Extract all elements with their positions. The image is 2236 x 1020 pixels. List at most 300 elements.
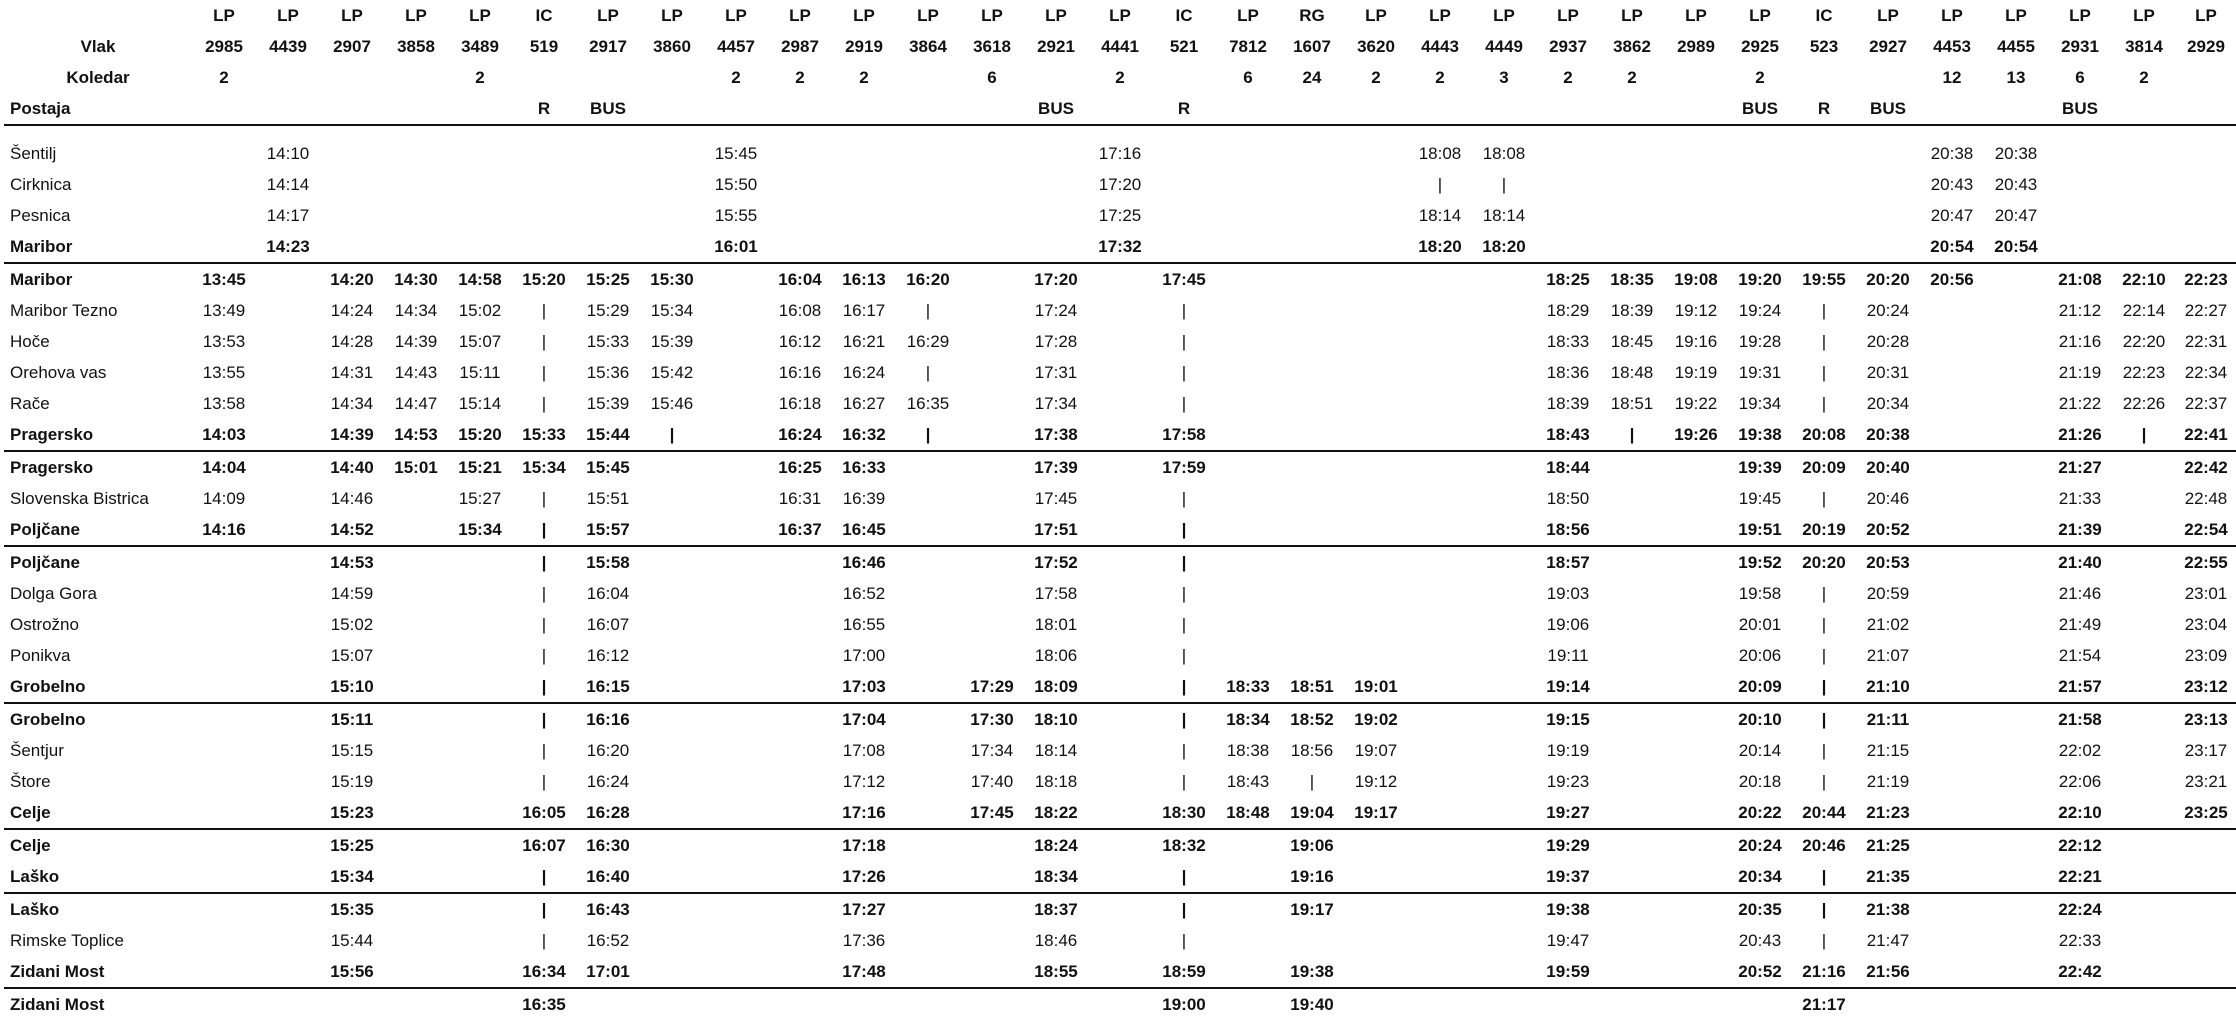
time-cell: | (541, 489, 547, 508)
time-cell: | (2141, 425, 2147, 444)
time-cell (704, 797, 768, 829)
time-cell: 18:01 (1034, 615, 1078, 634)
time-cell (1920, 925, 1984, 956)
time-cell (896, 797, 960, 829)
time-cell (384, 671, 448, 703)
time-cell (1408, 451, 1472, 483)
time-cell (512, 138, 576, 169)
time-cell: 21:40 (2048, 546, 2112, 578)
time-cell (1088, 419, 1152, 451)
time-cell (1600, 671, 1664, 703)
time-cell: | (1181, 584, 1187, 603)
time-cell (448, 925, 512, 956)
time-cell: 14:03 (202, 425, 246, 444)
time-cell (960, 861, 1024, 893)
time-cell: 16:04 (768, 263, 832, 295)
time-cell: 22:42 (2176, 451, 2236, 483)
time-cell: 23:17 (2184, 741, 2228, 760)
time-cell: 21:17 (1792, 988, 1856, 1020)
time-cell (576, 169, 640, 200)
time-cell (1088, 263, 1152, 295)
time-cell (1216, 514, 1280, 546)
time-cell: 21:46 (2058, 584, 2102, 603)
time-cell (1792, 200, 1856, 231)
time-cell: | (1181, 677, 1187, 696)
time-cell: | (1181, 394, 1187, 413)
time-cell: 16:32 (842, 425, 886, 444)
calendar-row-label: Koledar (66, 68, 130, 87)
station-row (4, 735, 2236, 766)
time-cell: 15:56 (330, 962, 374, 981)
time-cell (1664, 893, 1728, 925)
time-cell: 16:18 (778, 394, 822, 413)
time-cell: 22:26 (2122, 394, 2166, 413)
station-name: Celje (10, 803, 51, 822)
time-cell (192, 546, 256, 578)
time-cell: 19:02 (1344, 703, 1408, 735)
time-cell: | (541, 867, 547, 886)
time-cell: 19:23 (1546, 772, 1590, 791)
station-name: Cirknica (10, 175, 72, 194)
time-cell (1664, 200, 1728, 231)
time-cell: 22:37 (2184, 394, 2228, 413)
time-cell (1408, 640, 1472, 671)
calendar-code: 2 (1435, 68, 1445, 87)
time-cell (2112, 609, 2176, 640)
time-cell (1664, 671, 1728, 703)
time-cell: 16:27 (842, 394, 886, 413)
time-cell: 14:46 (330, 489, 374, 508)
time-cell (640, 671, 704, 703)
time-cell (1408, 766, 1472, 797)
header-spacer (4, 125, 2236, 138)
train-type-row-label (4, 0, 192, 31)
station-row (4, 861, 2236, 893)
calendar-code: 2 (859, 68, 869, 87)
time-cell: 16:17 (842, 301, 886, 320)
time-cell: 17:51 (1034, 520, 1078, 539)
time-cell (1984, 388, 2048, 419)
time-cell (1984, 514, 2048, 546)
time-cell: | (1181, 332, 1187, 351)
time-cell (384, 640, 448, 671)
station-row (4, 988, 2236, 1020)
time-cell (192, 893, 256, 925)
time-cell: 22:21 (2058, 867, 2102, 886)
time-cell: 19:01 (1354, 677, 1398, 696)
train-type: IC (535, 6, 553, 25)
time-cell (1728, 138, 1792, 169)
time-cell: 17:31 (1034, 363, 1078, 382)
time-cell (704, 419, 768, 451)
calendar-code: 2 (1115, 68, 1125, 87)
station-row (4, 451, 2236, 483)
time-cell (1088, 829, 1152, 861)
time-cell (1408, 893, 1472, 925)
time-cell (1728, 169, 1792, 200)
time-cell (1280, 925, 1344, 956)
time-cell: | (541, 584, 547, 603)
time-cell (1600, 640, 1664, 671)
time-cell: 15:36 (586, 363, 630, 382)
time-cell (1408, 988, 1472, 1020)
time-cell: 16:08 (778, 301, 822, 320)
time-cell (1280, 263, 1344, 295)
time-cell (1472, 925, 1536, 956)
calendar-code: 13 (2006, 68, 2026, 87)
time-cell (704, 295, 768, 326)
time-cell: 19:47 (1546, 931, 1590, 950)
train-type: LP (597, 6, 619, 25)
time-cell: 13:53 (202, 332, 246, 351)
time-cell (1088, 578, 1152, 609)
time-cell: 15:34 (458, 520, 502, 539)
time-cell (640, 640, 704, 671)
train-number: 3860 (653, 37, 691, 56)
station-row (4, 169, 2236, 200)
time-cell: 15:51 (586, 489, 630, 508)
station-name: Ponikva (10, 646, 71, 665)
time-cell: | (1181, 646, 1187, 665)
time-cell (896, 925, 960, 956)
time-cell (2048, 169, 2112, 200)
time-cell (768, 956, 832, 988)
time-cell: 15:30 (640, 263, 704, 295)
time-cell: 16:37 (778, 520, 822, 539)
time-cell: 22:20 (2122, 332, 2166, 351)
time-cell: 20:38 (1866, 425, 1910, 444)
time-cell: 17:32 (1098, 237, 1142, 256)
time-cell: 15:29 (586, 301, 630, 320)
time-cell (448, 797, 512, 829)
time-cell: 19:29 (1536, 829, 1600, 861)
time-cell (1664, 231, 1728, 263)
time-cell: 20:24 (1728, 829, 1792, 861)
station-name: Poljčane (10, 520, 80, 539)
time-cell (1472, 988, 1536, 1020)
time-cell: 18:39 (1610, 301, 1654, 320)
time-cell: 20:38 (1930, 144, 1974, 163)
time-cell (1600, 609, 1664, 640)
time-cell (256, 735, 320, 766)
time-cell: 19:17 (1280, 893, 1344, 925)
time-cell: 22:54 (2184, 520, 2228, 539)
train-type: LP (725, 6, 747, 25)
time-cell (960, 419, 1024, 451)
time-cell: 17:16 (1098, 144, 1142, 163)
time-cell: 16:01 (714, 237, 758, 256)
time-cell (384, 797, 448, 829)
time-cell: 16:12 (778, 332, 822, 351)
train-number: 3858 (397, 37, 435, 56)
time-cell: 15:44 (586, 425, 630, 444)
station-row (4, 514, 2236, 546)
calendar-row (4, 62, 2236, 93)
time-cell: 18:51 (1610, 394, 1654, 413)
time-cell: | (541, 646, 547, 665)
time-cell (960, 640, 1024, 671)
time-cell: 20:18 (1738, 772, 1782, 791)
time-cell (1216, 231, 1280, 263)
time-cell: 15:58 (576, 546, 640, 578)
time-cell: | (1821, 394, 1827, 413)
time-cell (1600, 861, 1664, 893)
time-cell: 23:25 (2184, 803, 2228, 822)
time-cell: 21:25 (1856, 829, 1920, 861)
time-cell (704, 988, 768, 1020)
time-cell: | (541, 931, 547, 950)
time-cell: 13:58 (202, 394, 246, 413)
time-cell (1280, 295, 1344, 326)
service-mark (1920, 93, 1984, 125)
time-cell: | (541, 394, 547, 413)
time-cell (1152, 169, 1216, 200)
calendar-code: 12 (1942, 68, 1962, 87)
train-type: LP (2069, 6, 2091, 25)
time-cell (1408, 703, 1472, 735)
time-cell (1344, 200, 1408, 231)
time-cell (1216, 956, 1280, 988)
time-cell (448, 578, 512, 609)
time-cell (2112, 797, 2176, 829)
time-cell: 20:08 (1802, 425, 1846, 444)
time-cell (1408, 671, 1472, 703)
time-cell: | (512, 546, 576, 578)
time-cell (1280, 231, 1344, 263)
train-type: LP (917, 6, 939, 25)
time-cell: 20:24 (1866, 301, 1910, 320)
time-cell (1344, 483, 1408, 514)
time-cell: 19:00 (1152, 988, 1216, 1020)
time-cell (192, 138, 256, 169)
station-name: Pragersko (4, 451, 192, 483)
station-row (4, 419, 2236, 451)
time-cell (1216, 419, 1280, 451)
time-cell: 23:12 (2184, 677, 2228, 696)
train-number: 3618 (973, 37, 1011, 56)
time-cell (704, 861, 768, 893)
time-cell (448, 766, 512, 797)
time-cell (1088, 609, 1152, 640)
train-number: 2937 (1549, 37, 1587, 56)
time-cell (1600, 703, 1664, 735)
train-type: IC (1175, 6, 1193, 25)
time-cell: 18:34 (1034, 867, 1078, 886)
station-row (4, 671, 2236, 703)
time-cell (2176, 861, 2236, 893)
time-cell (1984, 829, 2048, 861)
time-cell (640, 609, 704, 640)
train-number: 519 (529, 37, 559, 56)
time-cell (704, 483, 768, 514)
time-cell: 18:18 (1034, 772, 1078, 791)
station-name: Orehova vas (10, 363, 107, 382)
time-cell (192, 703, 256, 735)
time-cell (896, 546, 960, 578)
station-row (4, 231, 2236, 263)
time-cell (1920, 988, 1984, 1020)
time-cell: 21:15 (1866, 741, 1910, 760)
train-number-row-label: Vlak (80, 37, 116, 56)
time-cell: 22:02 (2058, 741, 2102, 760)
time-cell (256, 829, 320, 861)
time-cell (1984, 609, 2048, 640)
calendar-code: 6 (2075, 68, 2085, 87)
train-number: 2987 (781, 37, 819, 56)
time-cell (704, 925, 768, 956)
time-cell: 16:46 (832, 546, 896, 578)
station-name: Maribor (10, 237, 73, 256)
time-cell: 15:39 (650, 332, 694, 351)
train-number: 2929 (2187, 37, 2225, 56)
time-cell: 21:16 (2058, 332, 2102, 351)
time-cell (640, 797, 704, 829)
train-type: LP (2195, 6, 2217, 25)
time-cell (2176, 956, 2236, 988)
time-cell: 15:45 (714, 144, 758, 163)
time-cell (1408, 735, 1472, 766)
time-cell (704, 609, 768, 640)
service-mark: R (512, 93, 576, 125)
time-cell (2112, 988, 2176, 1020)
time-cell (1408, 357, 1472, 388)
time-cell (640, 861, 704, 893)
time-cell: | (1821, 931, 1827, 950)
time-cell: 21:02 (1866, 615, 1910, 634)
station-row (4, 263, 2236, 295)
time-cell (1344, 956, 1408, 988)
time-cell: | (1821, 332, 1827, 351)
time-cell: 18:29 (1546, 301, 1590, 320)
time-cell: 15:34 (330, 867, 374, 886)
time-cell: 15:25 (320, 829, 384, 861)
time-cell (192, 797, 256, 829)
time-cell (1664, 514, 1728, 546)
time-cell: 18:14 (1482, 206, 1526, 225)
train-number: 2985 (205, 37, 243, 56)
calendar-code: 2 (1371, 68, 1381, 87)
time-cell (1600, 956, 1664, 988)
train-type: LP (1941, 6, 1963, 25)
time-cell (256, 263, 320, 295)
time-cell (1600, 514, 1664, 546)
time-cell: 16:29 (906, 332, 950, 351)
time-cell (1920, 451, 1984, 483)
time-cell (1408, 925, 1472, 956)
time-cell: 16:33 (832, 451, 896, 483)
train-number: 2917 (589, 37, 627, 56)
time-cell: 15:21 (448, 451, 512, 483)
service-mark (832, 93, 896, 125)
time-cell (1472, 640, 1536, 671)
time-cell: 18:43 (1546, 425, 1590, 444)
time-cell (1664, 735, 1728, 766)
time-cell: | (1629, 425, 1635, 444)
time-cell (1088, 546, 1152, 578)
time-cell: | (1181, 615, 1187, 634)
time-cell: 15:35 (320, 893, 384, 925)
postaja-row-label: Postaja (4, 93, 192, 125)
time-cell (1344, 419, 1408, 451)
time-cell: 14:39 (394, 332, 438, 351)
time-cell (384, 735, 448, 766)
time-cell: 22:48 (2184, 489, 2228, 508)
time-cell: | (1181, 301, 1187, 320)
time-cell (960, 893, 1024, 925)
time-cell (448, 861, 512, 893)
time-cell: 17:45 (1152, 263, 1216, 295)
time-cell: 14:34 (394, 301, 438, 320)
time-cell (640, 514, 704, 546)
postaja-row (4, 93, 2236, 125)
time-cell (320, 138, 384, 169)
time-cell: 16:16 (778, 363, 822, 382)
time-cell (1216, 295, 1280, 326)
time-cell: 22:12 (2048, 829, 2112, 861)
station-row (4, 925, 2236, 956)
time-cell (768, 988, 832, 1020)
time-cell: 20:35 (1728, 893, 1792, 925)
time-cell (832, 231, 896, 263)
time-cell: | (541, 363, 547, 382)
time-cell (896, 766, 960, 797)
time-cell (896, 988, 960, 1020)
time-cell: 18:50 (1546, 489, 1590, 508)
time-cell: 18:34 (1216, 703, 1280, 735)
time-cell (960, 388, 1024, 419)
time-cell (192, 925, 256, 956)
time-cell: 17:04 (832, 703, 896, 735)
calendar-code: 2 (795, 68, 805, 87)
time-cell (1216, 640, 1280, 671)
calendar-code (320, 62, 384, 93)
time-cell (192, 231, 256, 263)
time-cell: 19:22 (1674, 394, 1718, 413)
time-cell (896, 956, 960, 988)
train-number: 3620 (1357, 37, 1395, 56)
time-cell: 14:58 (448, 263, 512, 295)
time-cell: 17:58 (1034, 584, 1078, 603)
station-name: Maribor (4, 263, 192, 295)
time-cell: 18:20 (1482, 237, 1526, 256)
time-cell: | (512, 703, 576, 735)
train-number-row (4, 31, 2236, 62)
time-cell (1664, 483, 1728, 514)
time-cell (2048, 988, 2112, 1020)
station-name: Pesnica (10, 206, 71, 225)
time-cell (640, 231, 704, 263)
time-cell (1728, 200, 1792, 231)
time-cell (2176, 169, 2236, 200)
train-type: LP (469, 6, 491, 25)
time-cell (960, 451, 1024, 483)
train-type: LP (1429, 6, 1451, 25)
service-mark (2176, 93, 2236, 125)
time-cell: | (1821, 772, 1827, 791)
time-cell: 21:57 (2058, 677, 2102, 696)
service-mark (256, 93, 320, 125)
time-cell: | (1152, 893, 1216, 925)
time-cell (2176, 200, 2236, 231)
time-cell (1088, 861, 1152, 893)
time-cell (1920, 829, 1984, 861)
train-number: 2927 (1869, 37, 1907, 56)
train-type: LP (1557, 6, 1579, 25)
time-cell: | (1181, 363, 1187, 382)
time-cell (1088, 988, 1152, 1020)
time-cell (960, 546, 1024, 578)
time-cell (2048, 231, 2112, 263)
